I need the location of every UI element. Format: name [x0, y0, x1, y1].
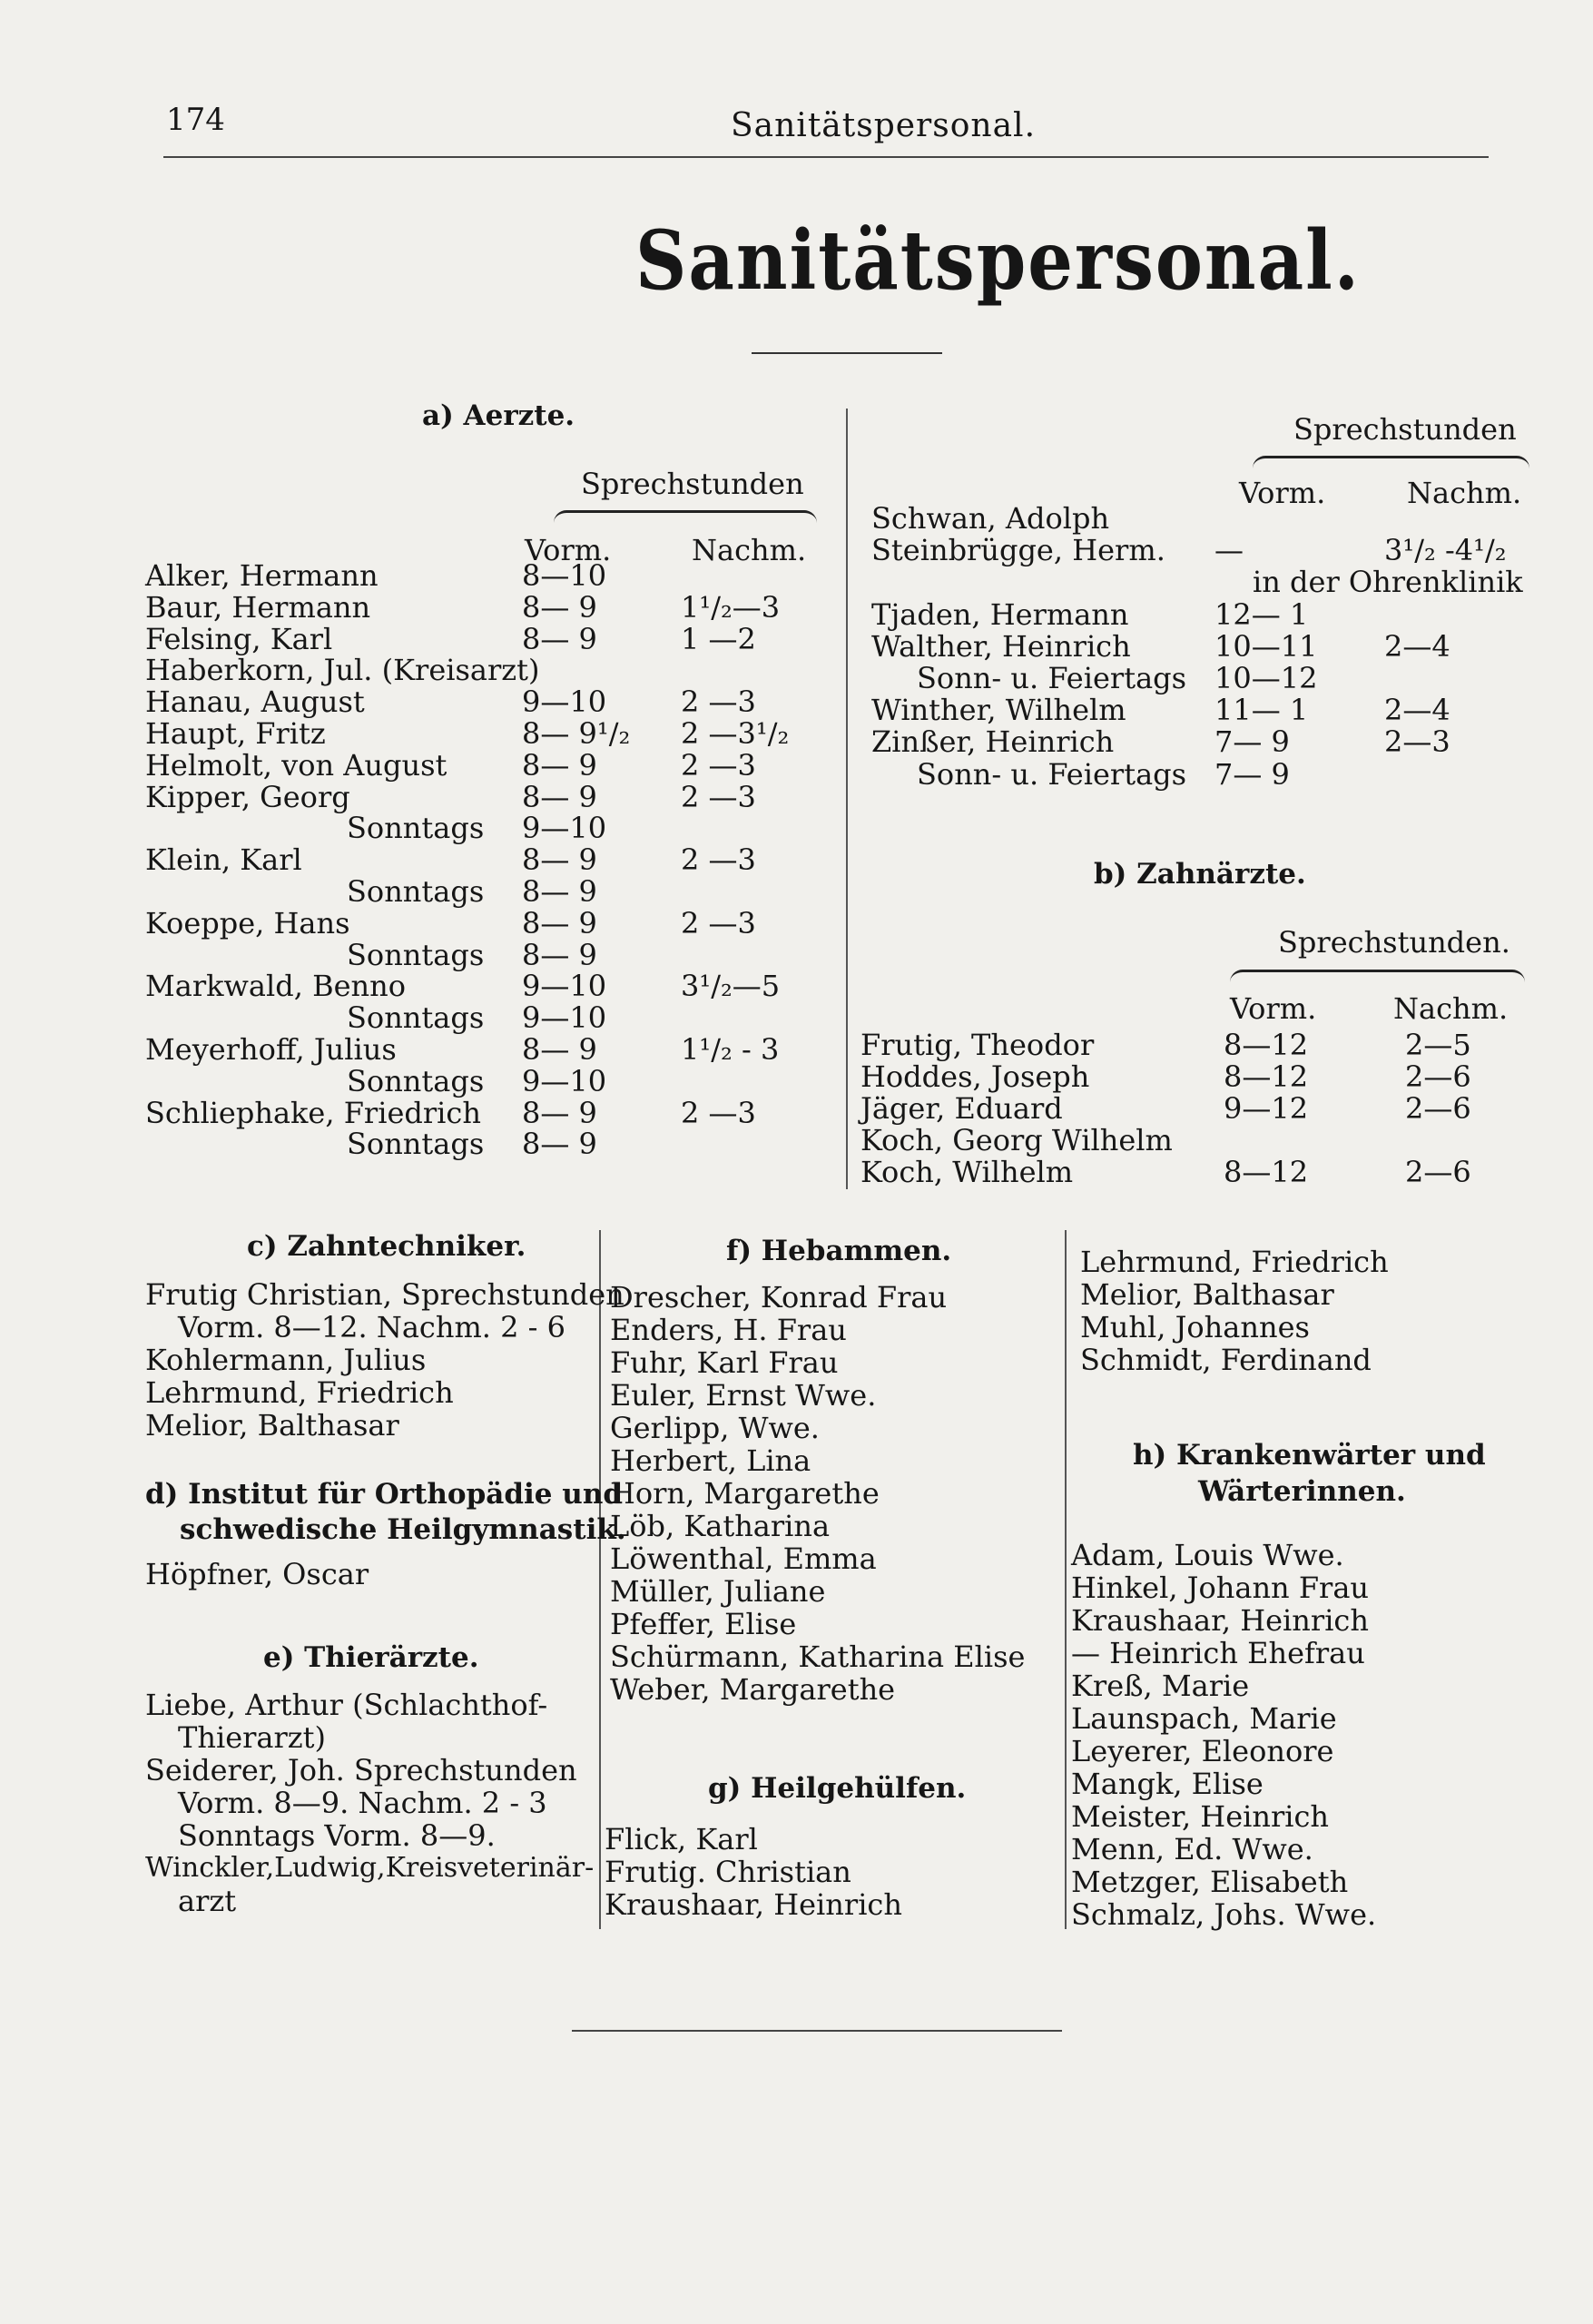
section-title-zahnaerzte: b) Zahnärzte.	[1094, 858, 1306, 891]
list-item: Schmidt, Ferdinand	[1080, 1343, 1372, 1377]
row-name: Sonntags	[347, 937, 485, 972]
list-item: Müller, Juliane	[610, 1574, 826, 1609]
section-title-hebammen: f) Hebammen.	[726, 1235, 952, 1267]
title-rule	[752, 352, 942, 354]
section-title-krankenwaerter-2: Wärterinnen.	[1198, 1475, 1406, 1508]
zahnaerzte-col-vorm: Vorm.	[1230, 991, 1317, 1026]
list-item: Löb, Katharina	[610, 1509, 831, 1543]
row-nachm: 2 —3	[681, 842, 756, 878]
aerzte-brace	[554, 510, 817, 524]
list-item: Schürmann, Katharina Elise	[610, 1640, 1026, 1674]
running-head: Sanitätspersonal.	[731, 107, 1037, 144]
krankenwaerter-list	[1071, 1539, 1376, 1931]
row-nachm: 2—4	[1384, 628, 1450, 664]
row-name: Koch, Georg Wilhelm	[860, 1123, 1173, 1157]
row-vorm: 8— 9	[522, 1095, 597, 1130]
list-item: Seiderer, Joh. Sprechstunden	[145, 1753, 577, 1787]
list-item: Pfeffer, Elise	[610, 1607, 797, 1641]
row-name: Baur, Hermann	[145, 589, 371, 625]
row-nachm: 3¹/₂ -4¹/₂	[1384, 533, 1507, 568]
row-name: Sonntags	[347, 874, 485, 909]
list-item: Flick, Karl	[605, 1822, 758, 1856]
list-item: — Heinrich Ehefrau	[1071, 1636, 1365, 1670]
list-item: Weber, Margarethe	[610, 1672, 896, 1707]
section-title-institut: d) Institut für Orthopädie und	[145, 1478, 624, 1511]
row-name: Haupt, Fritz	[145, 716, 326, 751]
list-item: Winckler,Ludwig,Kreisveterinär-	[145, 1852, 595, 1884]
section-title-aerzte: a) Aerzte.	[422, 399, 575, 432]
row-vorm: 7— 9	[1214, 756, 1290, 792]
row-name: Felsing, Karl	[145, 621, 333, 656]
list-item: Frutig Christian, Sprechstunden	[145, 1277, 624, 1312]
row-nachm: 2 —3	[681, 905, 756, 940]
list-item: Kreß, Marie	[1071, 1669, 1250, 1703]
list-item: Kohlermann, Julius	[145, 1343, 427, 1377]
column-divider-lower-2	[1065, 1230, 1067, 1929]
row-nachm: 2 —3¹/₂	[681, 716, 790, 751]
list-item: Thierarzt)	[178, 1720, 326, 1755]
list-item: Sonntags Vorm. 8—9.	[178, 1818, 496, 1853]
list-item: Meister, Heinrich	[1071, 1799, 1330, 1834]
list-item: Frutig. Christian	[605, 1855, 851, 1889]
row-name: Hanau, August	[145, 684, 365, 720]
row-name: Walther, Heinrich	[871, 628, 1131, 664]
row-nachm: in der Ohrenklinik	[1253, 565, 1523, 600]
row-name: Sonntags	[347, 1000, 485, 1036]
list-item: Metzger, Elisabeth	[1071, 1865, 1349, 1899]
row-nachm: 2—3	[1384, 724, 1450, 760]
row-name: Sonntags	[347, 1127, 485, 1162]
row-vorm: 7— 9	[1214, 724, 1290, 760]
row-name: Sonn- u. Feiertags	[917, 756, 1187, 792]
list-item: Schmalz, Johs. Wwe.	[1071, 1897, 1377, 1932]
row-name: Haberkorn, Jul. (Kreisarzt)	[145, 653, 540, 688]
row-name: Hoddes, Joseph	[860, 1059, 1090, 1094]
row-nachm: 2—6	[1405, 1059, 1471, 1094]
list-item: Lehrmund, Friedrich	[145, 1375, 454, 1410]
heilgehuelfen-list	[605, 1823, 902, 1921]
section-title-krankenwaerter: h) Krankenwärter und	[1133, 1439, 1486, 1472]
hebammen-list	[610, 1281, 1025, 1706]
aerzte-col-nachm: Nachm.	[692, 533, 807, 567]
row-nachm: 2 —3	[681, 747, 756, 783]
list-item: Melior, Balthasar	[1080, 1277, 1334, 1312]
list-item: Horn, Margarethe	[610, 1476, 880, 1511]
list-item: Launspach, Marie	[1071, 1701, 1337, 1736]
list-item: Hinkel, Johann Frau	[1071, 1571, 1370, 1605]
list-item: Muhl, Johannes	[1080, 1310, 1310, 1344]
row-name: Klein, Karl	[145, 842, 302, 878]
row-vorm: 9—10	[522, 1063, 607, 1098]
row-name: Kipper, Georg	[145, 779, 350, 814]
header-rule	[163, 156, 1489, 158]
row-name: Meyerhoff, Julius	[145, 1032, 397, 1067]
row-vorm: 9—10	[522, 811, 607, 846]
row-nachm: 2—6	[1405, 1091, 1471, 1126]
row-vorm: 8— 9	[522, 621, 597, 656]
list-item: Enders, H. Frau	[610, 1313, 847, 1347]
zahnaerzte-col-nachm: Nachm.	[1393, 991, 1509, 1026]
list-item: Drescher, Konrad Frau	[610, 1280, 948, 1315]
aerzte-header: Sprechstunden	[581, 467, 804, 501]
row-nachm: 2—4	[1384, 693, 1450, 728]
row-name: Tjaden, Hermann	[871, 596, 1129, 632]
row-vorm: 8— 9	[522, 779, 597, 814]
row-vorm: 8—12	[1224, 1059, 1309, 1094]
row-vorm: 8— 9	[522, 589, 597, 625]
row-nachm: 2—6	[1405, 1155, 1471, 1189]
list-item: Lehrmund, Friedrich	[1080, 1245, 1389, 1279]
row-vorm: 8—12	[1224, 1155, 1309, 1189]
row-vorm: 10—12	[1214, 661, 1318, 695]
row-name: Alker, Hermann	[145, 558, 379, 593]
closing-rule	[572, 2030, 1062, 2032]
col3-top-list	[1080, 1246, 1389, 1376]
thieraerzte-list	[145, 1689, 594, 1917]
row-name: Koeppe, Hans	[145, 905, 350, 940]
list-item: Kraushaar, Heinrich	[605, 1887, 902, 1922]
aerzte-right-brace	[1253, 456, 1529, 469]
row-name: Sonn- u. Feiertags	[917, 661, 1187, 695]
row-nachm: 1 —2	[681, 621, 756, 656]
section-title-thieraerzte: e) Thierärzte.	[263, 1641, 479, 1674]
row-nachm: 1¹/₂—3	[681, 589, 781, 625]
list-item: Melior, Balthasar	[145, 1408, 399, 1443]
row-name: Helmolt, von August	[145, 747, 447, 783]
column-divider-upper	[846, 409, 848, 1189]
list-item: Menn, Ed. Wwe.	[1071, 1832, 1313, 1866]
row-nachm: 2 —3	[681, 1095, 756, 1130]
list-item: Vorm. 8—9. Nachm. 2 - 3	[178, 1786, 547, 1820]
row-vorm: 8— 9¹/₂	[522, 716, 631, 751]
list-item: Leyerer, Eleonore	[1071, 1734, 1334, 1768]
list-item: Adam, Louis Wwe.	[1071, 1538, 1344, 1572]
row-name: Winther, Wilhelm	[871, 693, 1126, 728]
row-vorm: 9—10	[522, 1000, 607, 1036]
row-vorm: 11— 1	[1214, 693, 1309, 728]
row-vorm: 8— 9	[522, 905, 597, 940]
list-item: Kraushaar, Heinrich	[1071, 1603, 1369, 1638]
row-vorm: 9—10	[522, 684, 607, 720]
list-item: Löwenthal, Emma	[610, 1541, 877, 1576]
row-vorm: 8— 9	[522, 1127, 597, 1162]
list-item: Höpfner, Oscar	[145, 1557, 369, 1591]
row-vorm: 12— 1	[1214, 596, 1309, 632]
row-name: Sonntags	[347, 1063, 485, 1098]
list-item: Vorm. 8—12. Nachm. 2 - 6	[178, 1310, 566, 1344]
list-item: Euler, Ernst Wwe.	[610, 1378, 877, 1413]
row-vorm: 8— 9	[522, 937, 597, 972]
section-title-zahntechniker: c) Zahntechniker.	[247, 1230, 526, 1263]
aerzte-right-col-vorm: Vorm.	[1239, 476, 1326, 510]
row-vorm: —	[1214, 533, 1244, 568]
row-vorm: 8—12	[1224, 1028, 1309, 1062]
row-name: Zinßer, Heinrich	[871, 724, 1115, 760]
page-title: Sanitätspersonal.	[635, 213, 1361, 309]
zahntechniker-list	[145, 1278, 624, 1442]
row-name: Schliephake, Friedrich	[145, 1095, 481, 1130]
list-item: Gerlipp, Wwe.	[610, 1411, 820, 1445]
row-name: Koch, Wilhelm	[860, 1155, 1074, 1189]
aerzte-col-vorm: Vorm.	[525, 533, 612, 567]
list-item: Mangk, Elise	[1071, 1767, 1264, 1801]
row-vorm: 9—10	[522, 969, 607, 1004]
row-name: Markwald, Benno	[145, 969, 406, 1004]
section-title-heilgehuelfen: g) Heilgehülfen.	[708, 1772, 967, 1805]
row-vorm: 8— 9	[522, 842, 597, 878]
row-name: Steinbrügge, Herm.	[871, 533, 1165, 568]
row-nachm: 2—5	[1405, 1028, 1471, 1062]
row-name: Schwan, Adolph	[871, 501, 1110, 536]
row-vorm: 8— 9	[522, 1032, 597, 1067]
list-item: Fuhr, Karl Frau	[610, 1345, 839, 1380]
row-name: Jäger, Eduard	[860, 1091, 1063, 1126]
row-nachm: 2 —3	[681, 779, 756, 814]
list-item: Liebe, Arthur (Schlachthof-	[145, 1688, 548, 1722]
row-vorm: 9—12	[1224, 1091, 1309, 1126]
row-name: Frutig, Theodor	[860, 1028, 1095, 1062]
row-vorm: 8— 9	[522, 747, 597, 783]
list-item: Herbert, Lina	[610, 1443, 811, 1478]
aerzte-right-header: Sprechstunden	[1293, 412, 1517, 447]
row-vorm: 10—11	[1214, 628, 1318, 664]
section-title-institut-2: schwedische Heilgymnastik.	[180, 1513, 626, 1546]
zahnaerzte-brace	[1230, 970, 1525, 983]
zahnaerzte-header: Sprechstunden.	[1278, 925, 1510, 960]
list-item: arzt	[178, 1884, 237, 1918]
row-nachm: 2 —3	[681, 684, 756, 720]
row-nachm: 1¹/₂ - 3	[681, 1032, 780, 1067]
row-name: Sonntags	[347, 811, 485, 846]
row-vorm: 8— 9	[522, 874, 597, 909]
row-nachm: 3¹/₂—5	[681, 969, 781, 1004]
institut-list	[145, 1558, 369, 1590]
page-number: 174	[166, 102, 225, 138]
aerzte-right-col-nachm: Nachm.	[1407, 476, 1522, 510]
row-vorm: 8—10	[522, 558, 607, 593]
